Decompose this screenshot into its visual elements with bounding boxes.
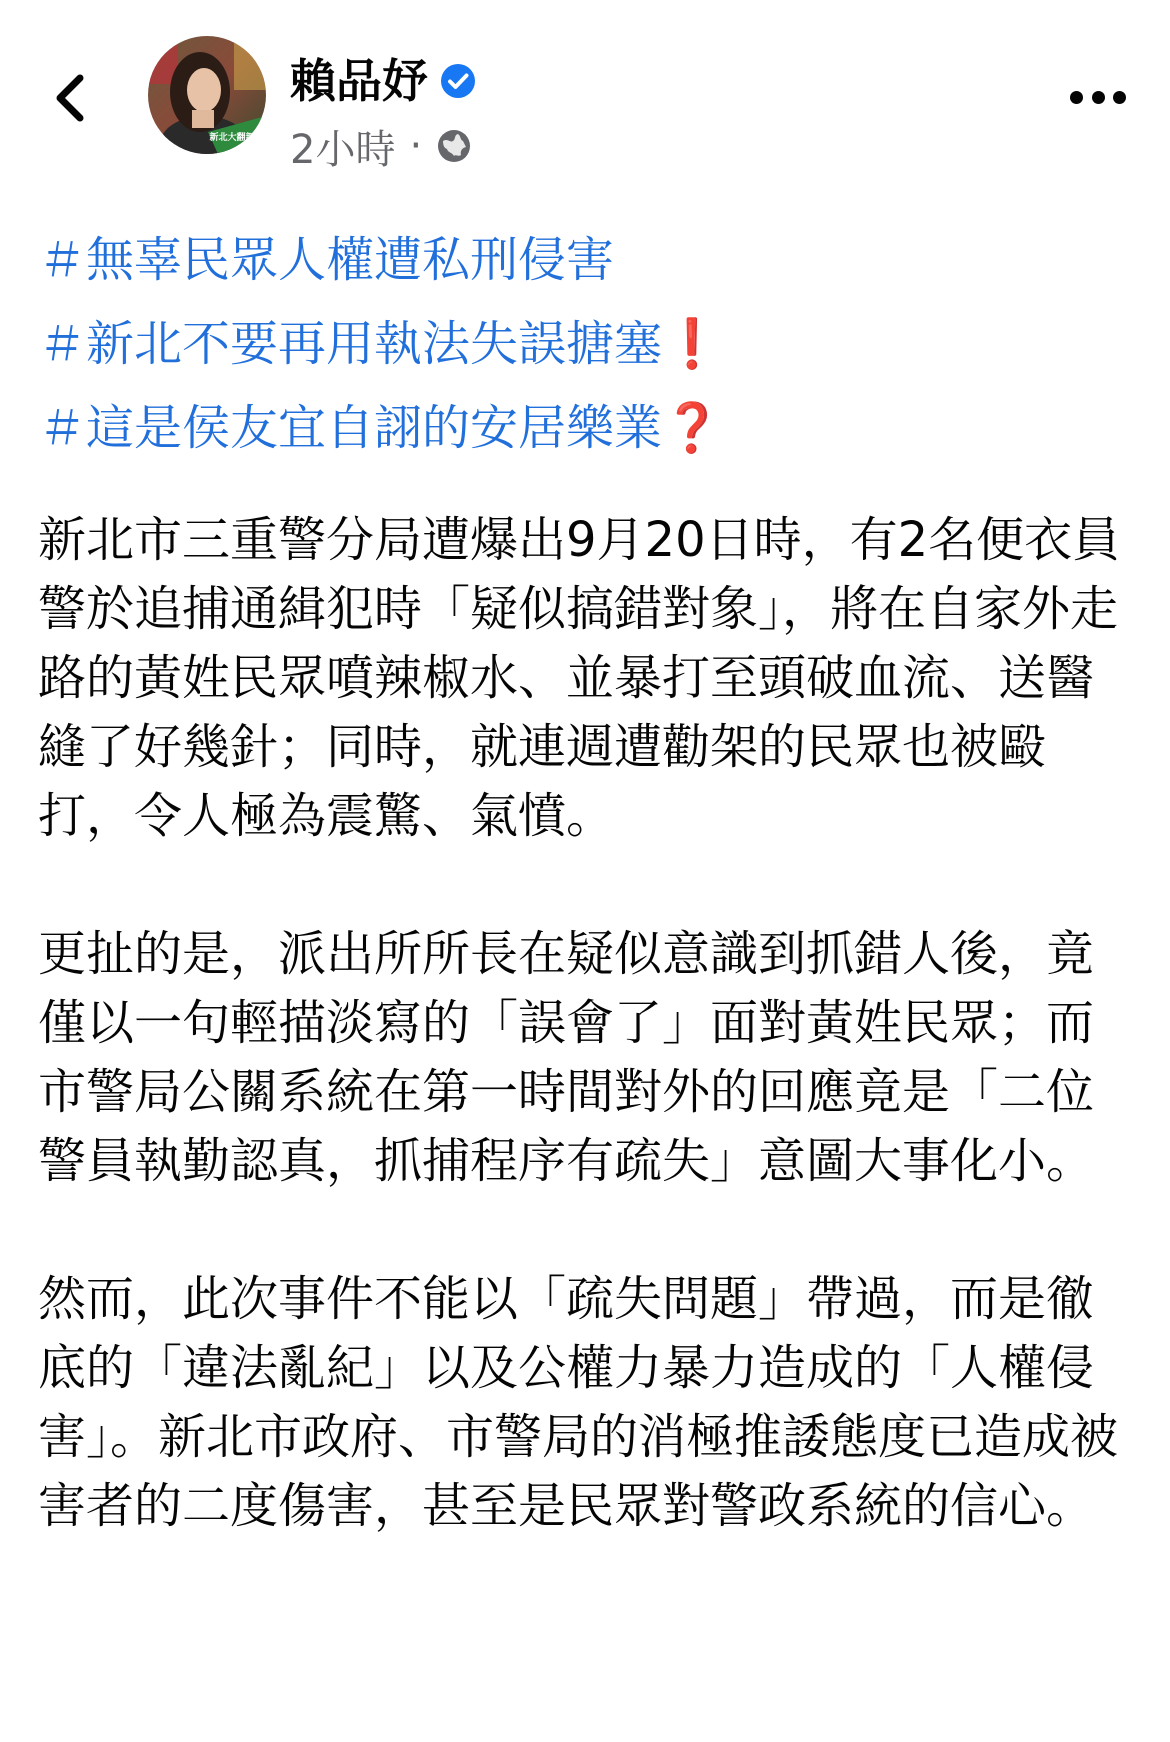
hashtag-link[interactable]: ＃這是侯友宜自詡的安居樂業❓ [38, 400, 722, 456]
chevron-left-icon [52, 74, 86, 122]
post-body [38, 218, 1138, 1541]
post-paragraph: 新北市三重警分局遭爆出9月20日時，有2名便衣員警於追捕通緝犯時「疑似搞錯對象」，將在自家外走路的黃姓民眾噴辣椒水、並暴打至頭破血流、送醫縫了好幾針；同時，就連週遭勸架的民眾也被毆打，令人極為震驚、氣憤。 [38, 512, 1121, 844]
post-paragraph: 更扯的是，派出所所長在疑似意識到抓錯人後，竟僅以一句輕描淡寫的「誤會了」面對黃姓民眾；而市警局公關系統在第一時間對外的回應竟是「二位警員執勤認真，抓捕程序有疏失」意圖大事化小。 [38, 926, 1095, 1189]
more-options-button[interactable] [1070, 75, 1126, 119]
meta-separator: · [409, 123, 423, 169]
hashtag-link[interactable]: ＃無辜民眾人權遭私刑侵害 [38, 232, 615, 288]
author-row [290, 48, 478, 114]
avatar[interactable] [148, 36, 266, 154]
back-button[interactable] [44, 66, 94, 130]
verified-badge-icon [438, 61, 478, 101]
author-name[interactable]: 賴品妤 [290, 54, 428, 108]
question-mark-icon: ❓ [662, 400, 722, 456]
hashtag-link[interactable]: ＃新北不要再用執法失誤搪塞❗ [38, 316, 722, 372]
avatar-caption: 新北大翻新 [209, 133, 255, 143]
post-timestamp[interactable]: 2小時 [290, 126, 396, 173]
post-meta [290, 120, 474, 172]
globe-icon [434, 126, 474, 166]
exclamation-mark-icon: ❗ [662, 316, 722, 372]
more-horizontal-icon [1070, 91, 1083, 104]
post-header [0, 0, 1170, 190]
post-paragraph: 然而，此次事件不能以「疏失問題」帶過，而是徹底的「違法亂紀」以及公權力暴力造成的「人權侵害」。新北市政府、市警局的消極推諉態度已造成被害者的二度傷害，甚至是民眾對警政系統的信心。 [38, 1271, 1119, 1534]
